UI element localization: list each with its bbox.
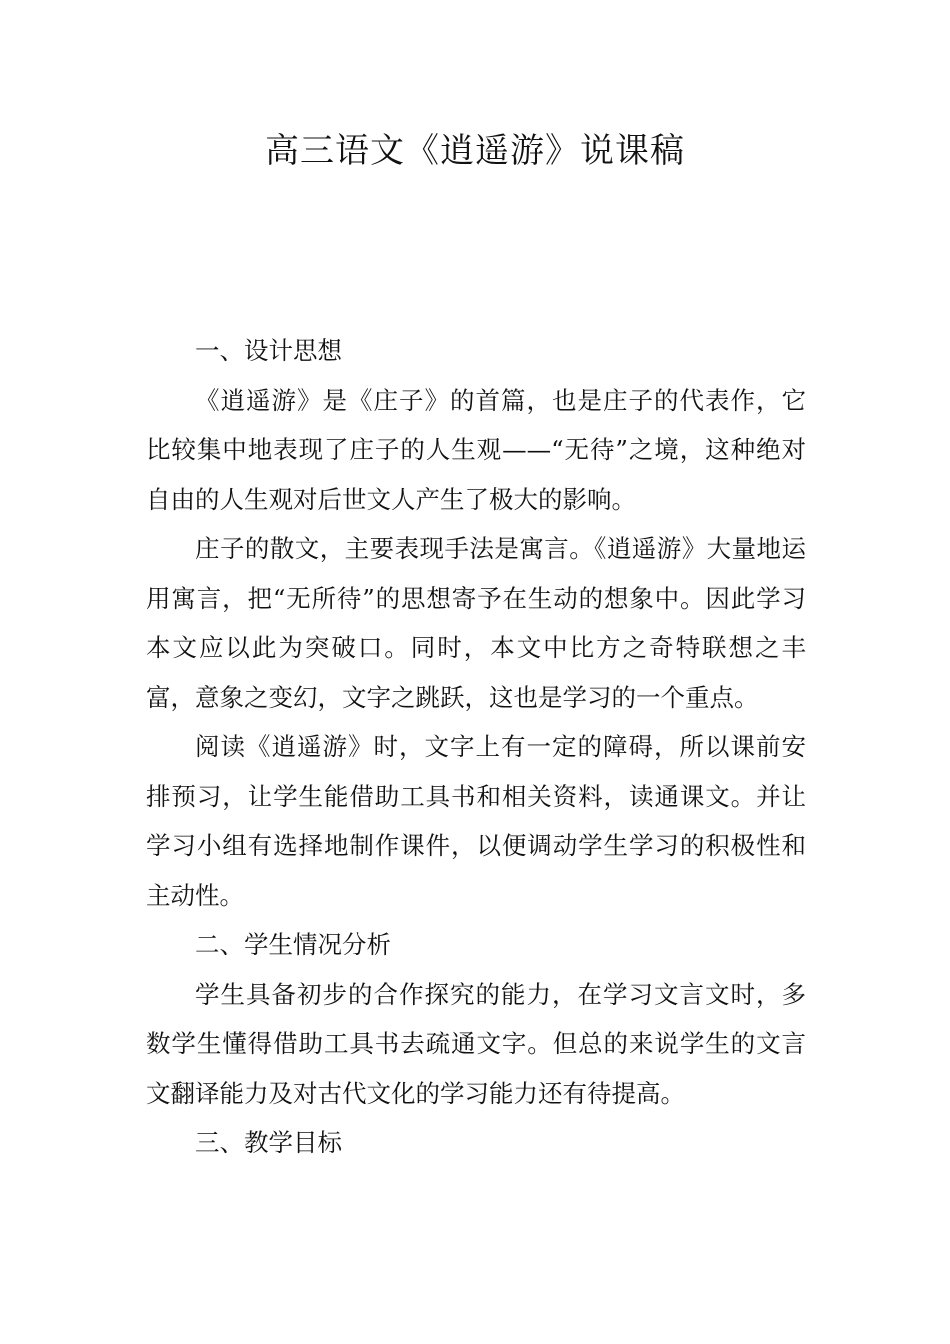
paragraph: 阅读《逍遥游》时，文字上有一定的障碍，所以课前安排预习，让学生能借助工具书和相关资料，读通课文。并让学习小组有选择地制作课件，以便调动学生学习的积极性和主动性。	[146, 732, 806, 910]
paragraph: 学生具备初步的合作探究的能力，在学习文言文时，多数学生懂得借助工具书去疏通文字。但总的来说学生的文言文翻译能力及对古代文化的学习能力还有待提高。	[146, 979, 806, 1108]
document-body	[146, 326, 806, 1168]
section-heading-goals: 三、教学目标	[195, 1128, 342, 1157]
paragraph: 庄子的散文，主要表现手法是寓言。《逍遥游》大量地运用寓言，把“无所待”的思想寄予在生动的想象中。因此学习本文应以此为突破口。同时，本文中比方之奇特联想之丰富，意象之变幻，文字之跳跃，这也是学习的一个重点。	[146, 534, 806, 712]
section-heading-design: 一、设计思想	[195, 336, 342, 365]
paragraph: 《逍遥游》是《庄子》的首篇，也是庄子的代表作，它比较集中地表现了庄子的人生观——“无待”之境，这种绝对自由的人生观对后世文人产生了极大的影响。	[146, 385, 806, 514]
document-title: 高三语文《逍遥游》说课稿	[265, 131, 685, 171]
section-heading-students: 二、学生情况分析	[195, 930, 391, 959]
